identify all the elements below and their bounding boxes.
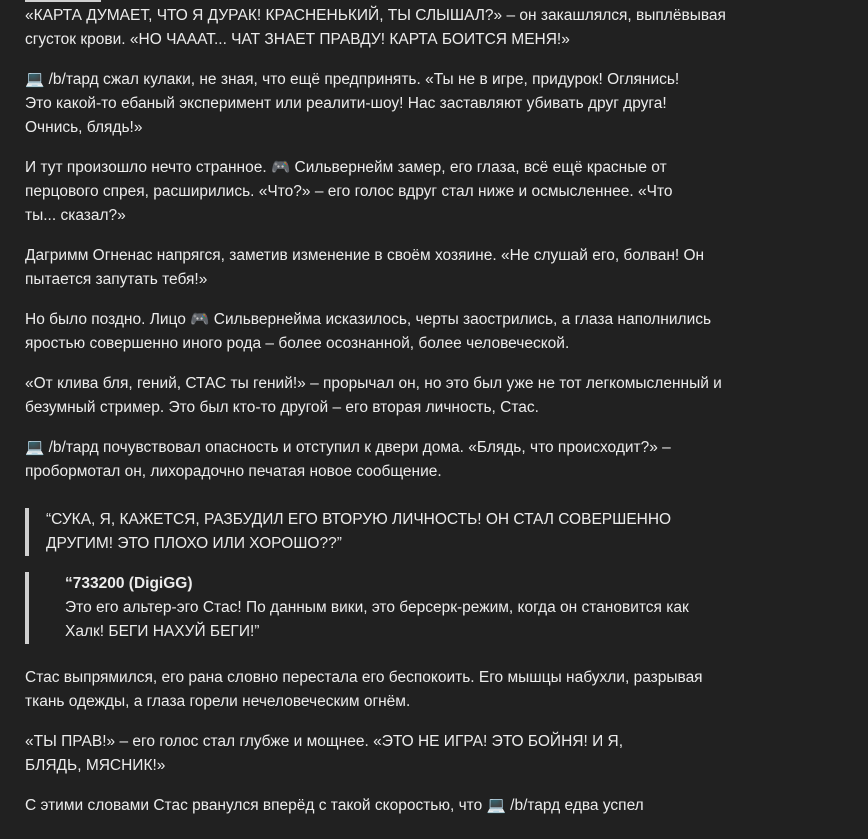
- text-line: Стас выпрямился, его рана словно перестала его беспокоить. Его мышцы набухли, разрывая: [25, 669, 703, 686]
- paragraph-2: [25, 68, 825, 140]
- text-line: Дагримм Огненас напрягся, заметив изменение в своём хозяине. «Не слушай его, болван! Он: [25, 247, 705, 264]
- paragraph-5: [25, 308, 825, 356]
- text-line: БЛЯДЬ, МЯСНИК!»: [25, 757, 166, 774]
- paragraph-1: [25, 4, 825, 52]
- text-line: яростью совершенно иного рода – более осознанной, более человеческой.: [25, 335, 570, 352]
- text-line: «От клива бля, гений, СТАС ты гений!» – прорычал он, но это был уже не тот легкомысленный и: [25, 375, 722, 392]
- quote-author: “733200 (DigiGG): [65, 575, 193, 592]
- paragraph-4: [25, 244, 825, 292]
- text-line: «КАРТА ДУМАЕТ, ЧТО Я ДУРАК! КРАСНЕНЬКИЙ, ТЫ СЛЫШАЛ?» – он закашлялся, выплёвывая: [25, 7, 726, 24]
- paragraph-3: [25, 156, 825, 228]
- quote-line: ДРУГИМ! ЭТО ПЛОХО ИЛИ ХОРОШО??”: [46, 535, 342, 552]
- text-line: 💻 /b/тард сжал кулаки, не зная, что ещё предпринять. «Ты не в игре, придурок! Оглянись!: [25, 71, 680, 88]
- text-line: С этими словами Стас рванулся вперёд с такой скоростью, что 💻 /b/тард едва успел: [25, 797, 644, 814]
- text-line: Это какой-то ебаный эксперимент или реалити-шоу! Нас заставляют убивать друг друга!: [25, 95, 667, 112]
- text-line: Но было поздно. Лицо 🎮 Сильвернейма исказилось, черты заострились, а глаза наполнились: [25, 311, 712, 328]
- text-line: сгусток крови. «НО ЧАААТ... ЧАТ ЗНАЕТ ПРАВДУ! КАРТА БОИТСЯ МЕНЯ!»: [25, 31, 570, 48]
- paragraph-9: [25, 730, 825, 778]
- text-line: ты... сказал?»: [25, 207, 126, 224]
- paragraph-10: [25, 794, 825, 818]
- text-line: ткань одежды, а глаза горели нечеловеческим огнём.: [25, 693, 411, 710]
- quote-line: “СУКА, Я, КАЖЕТСЯ, РАЗБУДИЛ ЕГО ВТОРУЮ ЛИЧНОСТЬ! ОН СТАЛ СОВЕРШЕННО: [46, 511, 672, 528]
- paragraph-7: [25, 436, 825, 484]
- text-line: пытается запутать тебя!»: [25, 271, 208, 288]
- paragraph-6: [25, 372, 825, 420]
- paragraph-8: [25, 666, 825, 714]
- text-line: «ТЫ ПРАВ!» – его голос стал глубже и мощнее. «ЭТО НЕ ИГРА! ЭТО БОЙНЯ! И Я,: [25, 733, 624, 750]
- text-line: 💻 /b/тард почувствовал опасность и отступил к двери дома. «Блядь, что происходит?» –: [25, 439, 671, 456]
- nested-chat-quote: [25, 572, 825, 644]
- quote-line: Это его альтер-эго Стас! По данным вики, это берсерк-режим, когда он становится как: [65, 599, 689, 616]
- chat-quote: [25, 508, 825, 556]
- text-line: И тут произошло нечто странное. 🎮 Сильвернейм замер, его глаза, всё ещё красные от: [25, 159, 667, 176]
- text-line: перцового спрея, расширились. «Что?» – его голос вдруг стал ниже и осмысленнее. «Что: [25, 183, 673, 200]
- text-line: пробормотал он, лихорадочно печатая новое сообщение.: [25, 463, 442, 480]
- text-line: безумный стример. Это был кто-то другой – его вторая личность, Стас.: [25, 399, 539, 416]
- message-content: [25, 2, 825, 834]
- quote-line: Халк! БЕГИ НАХУЙ БЕГИ!”: [65, 623, 260, 640]
- text-line: Очнись, блядь!»: [25, 119, 143, 136]
